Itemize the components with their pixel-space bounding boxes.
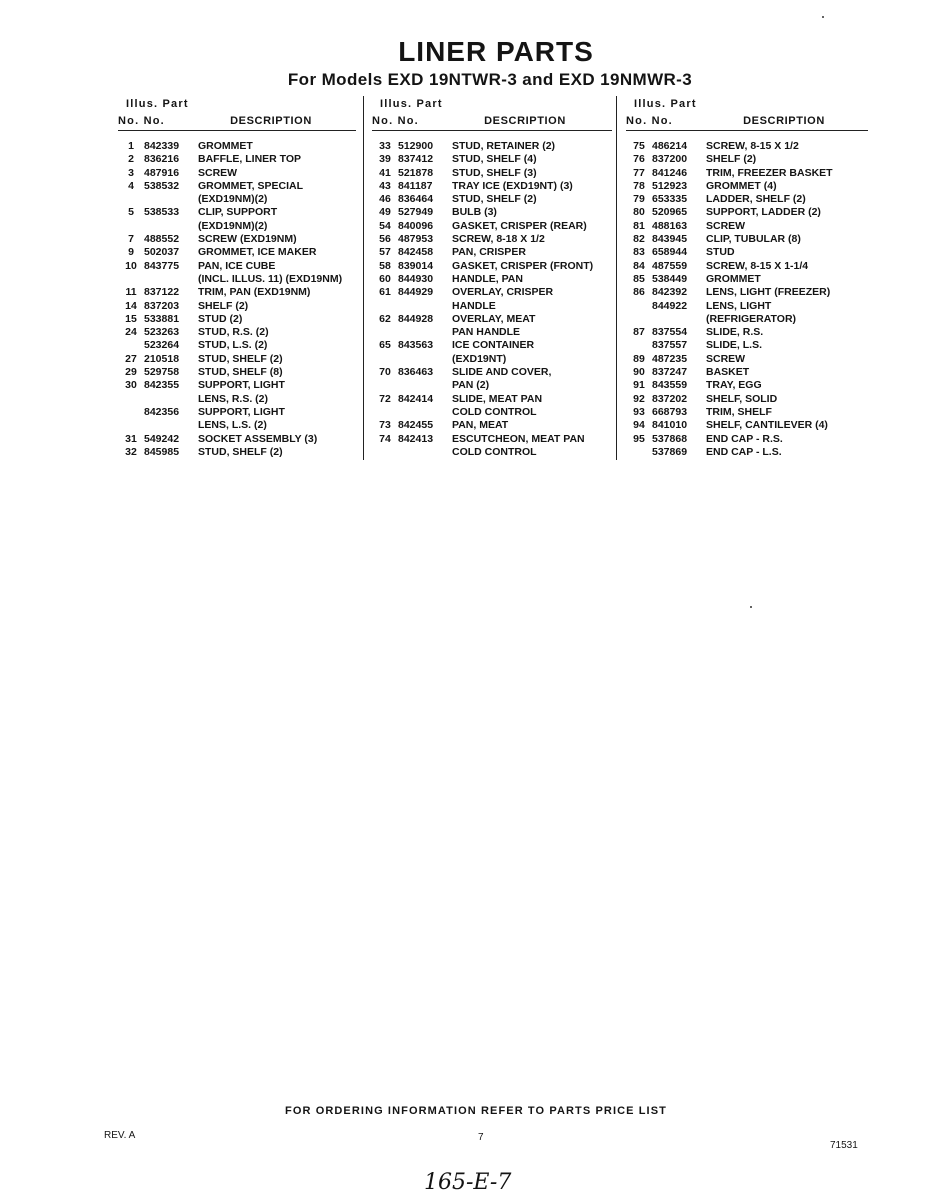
parts-row xyxy=(626,167,868,180)
part-no: 837412 xyxy=(398,153,434,166)
part-no: 844930 xyxy=(398,272,434,285)
parts-row xyxy=(372,206,612,219)
part-description: SUPPORT, LIGHT xyxy=(198,405,285,418)
header-illus-part: Illus. Part xyxy=(126,98,189,110)
illus-no: 80 xyxy=(633,206,645,219)
parts-row xyxy=(372,379,612,392)
part-no: 836216 xyxy=(144,153,180,166)
parts-row xyxy=(626,260,868,273)
part-no: 837122 xyxy=(144,286,180,299)
parts-row xyxy=(118,393,356,406)
part-description: LENS, LIGHT xyxy=(706,299,772,312)
parts-rows xyxy=(626,140,868,459)
parts-row xyxy=(372,286,612,299)
parts-row xyxy=(372,406,612,419)
part-no: 836464 xyxy=(398,193,434,206)
parts-row xyxy=(626,379,868,392)
ordering-note: FOR ORDERING INFORMATION REFER TO PARTS PRICE LIST xyxy=(285,1105,667,1117)
part-no: 842355 xyxy=(144,379,180,392)
parts-row xyxy=(626,419,868,432)
part-description: TRAY ICE (EXD19NT) (3) xyxy=(452,179,573,192)
illus-no: 1 xyxy=(128,140,134,152)
part-description: SCREW (EXD19NM) xyxy=(198,233,297,246)
illus-no: 70 xyxy=(379,366,391,379)
part-no: 844929 xyxy=(398,286,434,299)
part-no: 841010 xyxy=(652,419,688,432)
part-description: STUD, SHELF (2) xyxy=(198,352,283,365)
part-no: 653335 xyxy=(652,193,688,206)
illus-no: 5 xyxy=(128,206,134,219)
illus-no: 93 xyxy=(633,405,645,418)
part-description: PAN HANDLE xyxy=(452,326,521,339)
part-no: 842339 xyxy=(144,140,180,152)
illus-no: 75 xyxy=(633,140,645,152)
parts-row xyxy=(118,353,356,366)
part-no: 512900 xyxy=(398,140,434,152)
parts-row xyxy=(372,167,612,180)
header-no-no: No. No. xyxy=(372,115,419,127)
part-no: 668793 xyxy=(652,405,688,418)
part-no: 841246 xyxy=(652,166,688,179)
page-title: LINER PARTS xyxy=(398,36,594,67)
part-description: SLIDE, MEAT PAN xyxy=(452,392,543,405)
parts-rows xyxy=(118,140,356,459)
parts-row xyxy=(372,339,612,352)
part-no: 837200 xyxy=(652,153,688,166)
part-description: LENS, LIGHT (FREEZER) xyxy=(706,286,831,299)
column-header xyxy=(372,96,612,132)
parts-row xyxy=(118,300,356,313)
part-no: 538532 xyxy=(144,179,180,192)
part-no: 842414 xyxy=(398,392,434,405)
parts-column-3 xyxy=(626,96,868,459)
illus-no: 11 xyxy=(125,286,137,299)
part-description: SLIDE AND COVER, xyxy=(452,366,552,379)
part-description: LENS, L.S. (2) xyxy=(198,419,267,432)
parts-row xyxy=(626,286,868,299)
parts-row xyxy=(118,193,356,206)
part-description: TRIM, FREEZER BASKET xyxy=(706,166,833,179)
header-rule xyxy=(626,130,868,131)
parts-row xyxy=(626,313,868,326)
parts-row xyxy=(626,326,868,339)
parts-row xyxy=(372,180,612,193)
part-description: STUD (2) xyxy=(198,312,243,325)
illus-no: 15 xyxy=(125,312,137,325)
parts-row xyxy=(626,140,868,153)
parts-row xyxy=(372,300,612,313)
parts-row xyxy=(372,433,612,446)
part-no: 843559 xyxy=(652,379,688,392)
parts-row xyxy=(118,406,356,419)
part-description: SCREW, 8-18 X 1/2 xyxy=(452,233,545,246)
part-no: 837203 xyxy=(144,299,180,312)
illus-no: 79 xyxy=(633,193,645,206)
parts-row xyxy=(118,206,356,219)
illus-no: 30 xyxy=(125,379,137,392)
part-no: 844928 xyxy=(398,312,434,325)
part-description: SCREW, 8-15 X 1-1/4 xyxy=(706,259,809,272)
part-description: ESCUTCHEON, MEAT PAN xyxy=(452,432,585,445)
parts-row xyxy=(626,193,868,206)
column-header xyxy=(118,96,356,132)
illus-no: 54 xyxy=(379,219,391,232)
parts-row xyxy=(372,153,612,166)
part-description: LADDER, SHELF (2) xyxy=(706,193,806,206)
part-description: STUD, SHELF (2) xyxy=(452,193,537,206)
part-no: 487235 xyxy=(652,352,688,365)
part-no: 520965 xyxy=(652,206,688,219)
part-description: GROMMET xyxy=(198,140,253,152)
part-description: OVERLAY, MEAT xyxy=(452,312,536,325)
part-description: SHELF (2) xyxy=(706,153,757,166)
part-description: END CAP - L.S. xyxy=(706,445,782,458)
part-no: 527949 xyxy=(398,206,434,219)
part-no: 523264 xyxy=(144,339,180,352)
part-no: 487916 xyxy=(144,166,180,179)
parts-row xyxy=(118,339,356,352)
part-description: PAN, MEAT xyxy=(452,419,509,432)
parts-row xyxy=(118,140,356,153)
part-no: 512923 xyxy=(652,179,688,192)
parts-column-2 xyxy=(372,96,612,459)
part-no: 529758 xyxy=(144,366,180,379)
part-description: STUD, L.S. (2) xyxy=(198,339,268,352)
part-description: STUD, RETAINER (2) xyxy=(452,140,556,152)
part-description: (REFRIGERATOR) xyxy=(706,312,797,325)
part-description: STUD, SHELF (8) xyxy=(198,366,283,379)
illus-no: 27 xyxy=(125,352,137,365)
illus-no: 29 xyxy=(125,366,137,379)
part-no: 486214 xyxy=(652,140,688,152)
part-description: COLD CONTROL xyxy=(452,405,537,418)
parts-row xyxy=(372,366,612,379)
parts-row xyxy=(118,326,356,339)
part-description: GASKET, CRISPER (FRONT) xyxy=(452,259,594,272)
illus-no: 39 xyxy=(379,153,391,166)
parts-row xyxy=(118,446,356,459)
illus-no: 94 xyxy=(633,419,645,432)
part-description: TRIM, PAN (EXD19NM) xyxy=(198,286,311,299)
part-no: 843775 xyxy=(144,259,180,272)
illus-no: 60 xyxy=(379,272,391,285)
part-description: SCREW xyxy=(198,166,238,179)
part-description: (EXD19NM)(2) xyxy=(198,193,268,206)
part-no: 844922 xyxy=(652,299,688,312)
part-description: GASKET, CRISPER (REAR) xyxy=(452,219,587,232)
illus-no: 65 xyxy=(379,339,391,352)
parts-row xyxy=(372,446,612,459)
parts-row xyxy=(118,233,356,246)
illus-no: 3 xyxy=(128,166,134,179)
parts-row xyxy=(372,393,612,406)
part-description: OVERLAY, CRISPER xyxy=(452,286,554,299)
part-description: STUD xyxy=(706,246,735,259)
illus-no: 4 xyxy=(128,179,134,192)
parts-row xyxy=(372,260,612,273)
document-code: 71531 xyxy=(830,1140,858,1151)
illus-no: 2 xyxy=(128,153,134,166)
parts-row xyxy=(118,286,356,299)
parts-row xyxy=(372,193,612,206)
parts-row xyxy=(372,313,612,326)
parts-row xyxy=(118,246,356,259)
part-no: 549242 xyxy=(144,432,180,445)
column-header xyxy=(626,96,868,132)
illus-no: 77 xyxy=(633,166,645,179)
part-description: BULB (3) xyxy=(452,206,497,219)
part-no: 842455 xyxy=(398,419,434,432)
part-description: TRIM, SHELF xyxy=(706,405,772,418)
parts-row xyxy=(372,140,612,153)
part-no: 842356 xyxy=(144,405,180,418)
part-no: 521878 xyxy=(398,166,434,179)
part-description: CLIP, TUBULAR (8) xyxy=(706,233,801,246)
parts-row xyxy=(626,300,868,313)
part-no: 836463 xyxy=(398,366,434,379)
header-description: DESCRIPTION xyxy=(230,115,312,127)
illus-no: 90 xyxy=(633,366,645,379)
part-description: SCREW xyxy=(706,219,746,232)
illus-no: 9 xyxy=(128,246,134,259)
column-divider xyxy=(616,96,617,460)
illus-no: 7 xyxy=(128,233,134,246)
part-no: 837202 xyxy=(652,392,688,405)
part-no: 841187 xyxy=(398,179,433,192)
illus-no: 86 xyxy=(633,286,645,299)
illus-no: 81 xyxy=(633,219,645,232)
parts-row xyxy=(372,353,612,366)
illus-no: 49 xyxy=(379,206,391,219)
part-no: 837247 xyxy=(652,366,688,379)
part-description: CLIP, SUPPORT xyxy=(198,206,278,219)
part-description: PAN (2) xyxy=(452,379,490,392)
illus-no: 73 xyxy=(379,419,391,432)
parts-row xyxy=(118,366,356,379)
part-description: PAN, ICE CUBE xyxy=(198,259,276,272)
parts-row xyxy=(118,180,356,193)
parts-row xyxy=(626,246,868,259)
parts-row xyxy=(626,393,868,406)
part-no: 538449 xyxy=(652,272,688,285)
header-rule xyxy=(118,130,356,131)
parts-row xyxy=(118,273,356,286)
part-description: SOCKET ASSEMBLY (3) xyxy=(198,432,318,445)
part-no: 523263 xyxy=(144,326,180,339)
illus-no: 76 xyxy=(633,153,645,166)
scan-speck xyxy=(822,16,824,18)
part-no: 658944 xyxy=(652,246,688,259)
column-divider xyxy=(363,136,364,460)
part-no: 488552 xyxy=(144,233,180,246)
parts-row xyxy=(626,339,868,352)
part-description: (INCL. ILLUS. 11) (EXD19NM) xyxy=(198,272,343,285)
parts-row xyxy=(372,326,612,339)
part-no: 487953 xyxy=(398,233,434,246)
illus-no: 46 xyxy=(379,193,391,206)
part-description: GROMMET, ICE MAKER xyxy=(198,246,317,259)
part-no: 840096 xyxy=(398,219,434,232)
parts-row xyxy=(118,220,356,233)
part-no: 843945 xyxy=(652,233,688,246)
illus-no: 89 xyxy=(633,352,645,365)
illus-no: 14 xyxy=(125,299,137,312)
part-description: GROMMET, SPECIAL xyxy=(198,179,304,192)
part-description: SUPPORT, LIGHT xyxy=(198,379,285,392)
part-no: 537869 xyxy=(652,445,688,458)
parts-row xyxy=(626,353,868,366)
part-no: 842458 xyxy=(398,246,434,259)
illus-no: 92 xyxy=(633,392,645,405)
header-description: DESCRIPTION xyxy=(484,115,566,127)
parts-row xyxy=(118,167,356,180)
part-description: HANDLE xyxy=(452,299,496,312)
part-description: HANDLE, PAN xyxy=(452,272,523,285)
illus-no: 83 xyxy=(633,246,645,259)
part-description: STUD, R.S. (2) xyxy=(198,326,269,339)
part-no: 845985 xyxy=(144,445,180,458)
part-no: 210518 xyxy=(144,352,180,365)
part-description: SCREW, 8-15 X 1/2 xyxy=(706,140,799,152)
part-description: TRAY, EGG xyxy=(706,379,762,392)
part-no: 843563 xyxy=(398,339,434,352)
parts-column-1 xyxy=(118,96,356,459)
illus-no: 31 xyxy=(125,432,137,445)
part-description: ICE CONTAINER xyxy=(452,339,535,352)
part-description: PAN, CRISPER xyxy=(452,246,526,259)
part-description: STUD, SHELF (3) xyxy=(452,166,537,179)
part-description: SHELF, CANTILEVER (4) xyxy=(706,419,828,432)
part-description: SHELF, SOLID xyxy=(706,392,778,405)
part-description: STUD, SHELF (4) xyxy=(452,153,537,166)
parts-row xyxy=(626,206,868,219)
part-no: 842413 xyxy=(398,432,434,445)
parts-row xyxy=(626,406,868,419)
column-divider xyxy=(363,96,364,136)
illus-no: 57 xyxy=(379,246,391,259)
parts-row xyxy=(626,233,868,246)
illus-no: 82 xyxy=(633,233,645,246)
parts-row xyxy=(118,153,356,166)
illus-no: 91 xyxy=(633,379,645,392)
part-description: GROMMET (4) xyxy=(706,179,777,192)
header-rule xyxy=(372,130,612,131)
part-description: GROMMET xyxy=(706,272,761,285)
illus-no: 74 xyxy=(379,432,391,445)
part-description: SLIDE, R.S. xyxy=(706,326,764,339)
illus-no: 95 xyxy=(633,432,645,445)
illus-no: 24 xyxy=(125,326,137,339)
parts-row xyxy=(372,220,612,233)
part-no: 837554 xyxy=(652,326,688,339)
illus-no: 61 xyxy=(379,286,391,299)
part-no: 839014 xyxy=(398,259,434,272)
illus-no: 56 xyxy=(379,233,391,246)
header-description: DESCRIPTION xyxy=(743,115,825,127)
part-no: 533881 xyxy=(144,312,180,325)
part-description: SCREW xyxy=(706,352,746,365)
part-no: 842392 xyxy=(652,286,688,299)
part-description: STUD, SHELF (2) xyxy=(198,445,283,458)
parts-row xyxy=(372,273,612,286)
revision-label: REV. A xyxy=(104,1130,136,1141)
part-description: BAFFLE, LINER TOP xyxy=(198,153,302,166)
part-no: 502037 xyxy=(144,246,180,259)
illus-no: 33 xyxy=(379,140,391,152)
illus-no: 72 xyxy=(379,392,391,405)
part-description: BASKET xyxy=(706,366,750,379)
parts-row xyxy=(372,246,612,259)
illus-no: 32 xyxy=(125,445,137,458)
part-description: SUPPORT, LADDER (2) xyxy=(706,206,821,219)
illus-no: 58 xyxy=(379,259,391,272)
part-no: 538533 xyxy=(144,206,180,219)
part-description: (EXD19NM)(2) xyxy=(198,219,268,232)
part-no: 487559 xyxy=(652,259,688,272)
parts-row xyxy=(372,233,612,246)
header-no-no: No. No. xyxy=(626,115,673,127)
illus-no: 43 xyxy=(379,179,391,192)
header-illus-part: Illus. Part xyxy=(634,98,697,110)
parts-row xyxy=(626,366,868,379)
part-description: SLIDE, L.S. xyxy=(706,339,763,352)
parts-rows xyxy=(372,140,612,459)
part-no: 537868 xyxy=(652,432,688,445)
parts-row xyxy=(626,433,868,446)
parts-row xyxy=(372,419,612,432)
illus-no: 78 xyxy=(633,179,645,192)
parts-row xyxy=(626,153,868,166)
parts-row xyxy=(626,180,868,193)
part-description: END CAP - R.S. xyxy=(706,432,783,445)
parts-row xyxy=(118,419,356,432)
handwritten-note: 165-E-7 xyxy=(424,1170,512,1195)
part-no: 488163 xyxy=(652,219,688,232)
part-description: (EXD19NT) xyxy=(452,352,507,365)
illus-no: 84 xyxy=(633,259,645,272)
illus-no: 87 xyxy=(633,326,645,339)
illus-no: 10 xyxy=(125,259,137,272)
parts-row xyxy=(118,313,356,326)
page-number: 7 xyxy=(478,1132,484,1143)
parts-row xyxy=(118,379,356,392)
part-description: LENS, R.S. (2) xyxy=(198,392,269,405)
part-description: COLD CONTROL xyxy=(452,445,537,458)
part-no: 837557 xyxy=(652,339,688,352)
part-description: SHELF (2) xyxy=(198,299,249,312)
scan-speck xyxy=(750,606,752,608)
parts-row xyxy=(626,273,868,286)
illus-no: 41 xyxy=(379,166,391,179)
parts-row xyxy=(118,433,356,446)
page-subtitle: For Models EXD 19NTWR-3 and EXD 19NMWR-3 xyxy=(287,70,693,89)
header-no-no: No. No. xyxy=(118,115,165,127)
illus-no: 62 xyxy=(379,312,391,325)
parts-row xyxy=(626,220,868,233)
parts-row xyxy=(626,446,868,459)
parts-row xyxy=(118,260,356,273)
header-illus-part: Illus. Part xyxy=(380,98,443,110)
illus-no: 85 xyxy=(633,272,645,285)
